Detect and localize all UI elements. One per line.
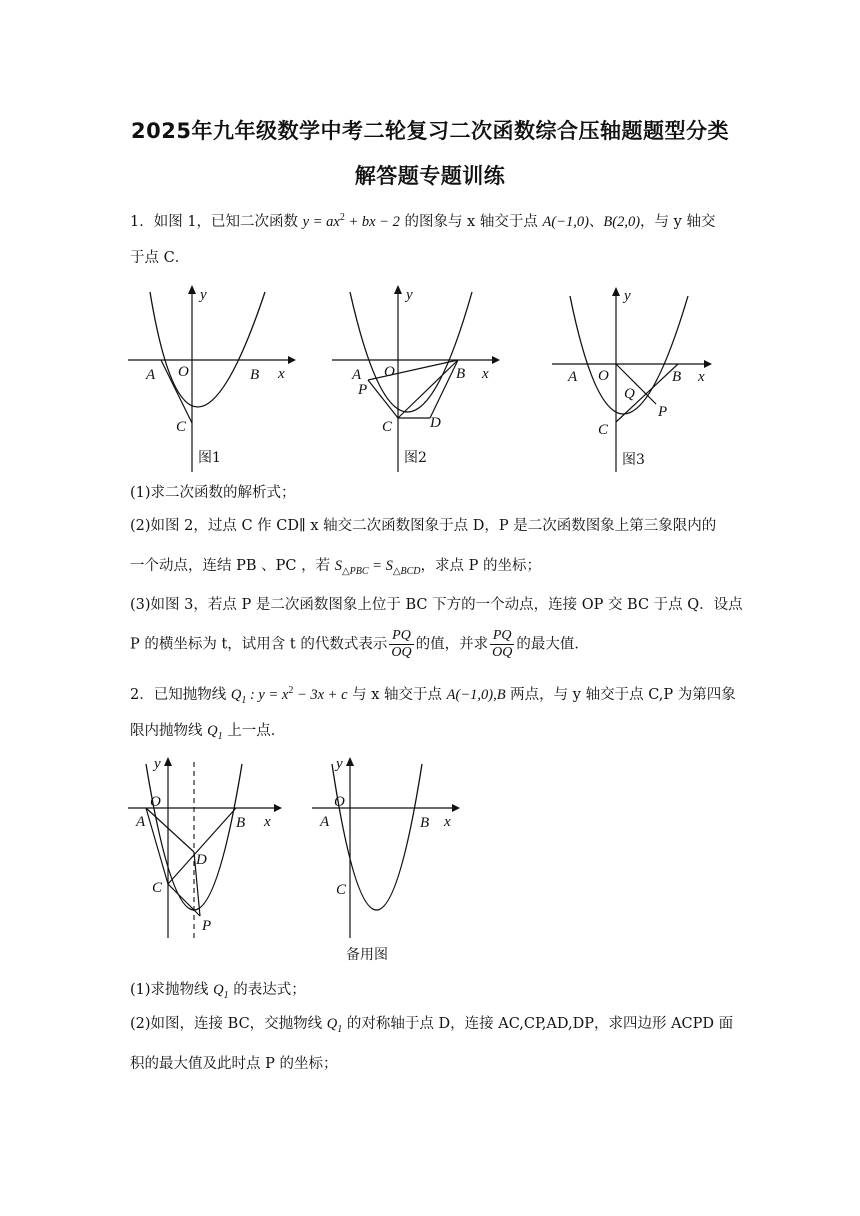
q1-sub-2-text-end: ，求点 P 的坐标；	[420, 558, 542, 574]
q2-sub-1	[130, 980, 730, 1006]
spare-o-label: O	[334, 794, 345, 810]
q1-text: 1．如图 1，已知二次函数	[130, 213, 303, 230]
q1-sub-3-text: P 的横坐标为 t，试用含 t 的代数式表示	[130, 636, 388, 653]
q2fig-x-label: x	[264, 814, 271, 830]
q2-line-2	[130, 721, 730, 747]
fig2-o-label: O	[384, 364, 395, 380]
spare-caption: 备用图	[346, 947, 388, 963]
q2-text-b: 与 x 轴交于点	[347, 686, 447, 703]
q2fig-y-label: y	[154, 756, 161, 772]
fig3-y-label: y	[624, 288, 631, 304]
fig2-y-label: y	[406, 287, 413, 303]
fig3-c-label: C	[598, 422, 609, 438]
q2-sub-1-q1: $Q_1$	[213, 982, 229, 1001]
q2-sub-1-text-end: 的表达式；	[228, 982, 306, 998]
fig2-b-label: B	[456, 366, 466, 382]
spare-y-label: y	[336, 756, 343, 772]
q2-sub-2-line-1	[130, 1014, 734, 1040]
figure-1	[128, 282, 298, 472]
spare-x-label: x	[444, 814, 451, 830]
figure-2	[332, 282, 502, 472]
fig1-o-label: O	[178, 364, 189, 380]
fraction-pq-oq: $\frac{PQ}{OQ}$	[391, 628, 412, 660]
fig1-a-label: A	[146, 367, 156, 383]
q1-equation: $y = ax^2$ + bx − 2	[302, 212, 400, 230]
fig1-c-label: C	[176, 419, 187, 435]
q2-sub-2-q1: $Q_1$	[326, 1016, 343, 1035]
spare-b-label: B	[420, 815, 430, 831]
fig2-caption: 图2	[404, 450, 427, 466]
q1-sub-2-text: 一个动点，连结 PB 、PC ，若	[130, 558, 335, 574]
q2-line-1	[130, 681, 736, 711]
q1-line-2: 于点 C．	[130, 250, 190, 266]
fig2-c-label: C	[382, 419, 393, 435]
q2fig-b-label: B	[236, 815, 246, 831]
spare-c-label: C	[336, 882, 347, 898]
spare-a-label: A	[320, 814, 330, 830]
q1-sub-2-line-2	[130, 556, 730, 582]
q2fig-d-label: D	[196, 852, 207, 868]
q2-point-a: A(−1,0),B	[446, 686, 506, 703]
q2-sub-2-text: (2)如图，连接 BC，交抛物线	[130, 1016, 327, 1032]
q2-sub-2-line-2: 积的最大值及此时点 P 的坐标；	[130, 1056, 338, 1072]
fig2-x-label: x	[482, 366, 489, 382]
fig2-a-label: A	[352, 367, 362, 383]
q2fig-p-label: P	[202, 918, 212, 934]
q2-text: 2．已知抛物线	[130, 686, 231, 703]
point-b-coord: B(2,0)	[603, 213, 641, 230]
q2-sub-1-text: (1)求抛物线	[130, 982, 214, 998]
q1-sub-1: (1)求二次函数的解析式；	[130, 485, 296, 501]
q1-sub-3-line-2	[130, 628, 730, 661]
fraction-pq-oq-2: $\frac{PQ}{OQ}$	[492, 628, 513, 660]
fig1-x-label: x	[278, 366, 285, 382]
fig3-caption: 图3	[622, 452, 645, 468]
q2-equation: $Q_1$ : $y = x^2 - 3x + c$	[230, 685, 348, 706]
q2-text-l2a: 限内抛物线	[130, 723, 208, 739]
figure-q2-main	[128, 756, 288, 946]
fig1-y-label: y	[200, 287, 207, 303]
fig3-q-label: Q	[624, 386, 635, 402]
title-line-1: 2025年九年级数学中考二轮复习二次函数综合压轴题题型分类	[131, 119, 729, 143]
q1-sub-3-line-1: (3)如图 3，若点 P 是二次函数图象上位于 BC 下方的一个动点，连接 OP 交 BC 于点 Q．设点	[130, 597, 743, 613]
separator: 、	[588, 213, 604, 230]
q2fig-a-label: A	[136, 814, 146, 830]
q1-sub-2-line-1: (2)如图 2，过点 C 作 CD∥ x 轴交二次函数图象于点 D，P 是二次函数图象上第三象限内的	[130, 518, 717, 534]
point-a-coord: A(−1,0)	[542, 213, 589, 230]
fig3-a-label: A	[568, 369, 578, 385]
q1-sub-3-text-mid: 的值，并求	[415, 636, 489, 653]
q1-line-1	[130, 208, 730, 232]
fig3-b-label: B	[672, 369, 682, 385]
fig2-d-label: D	[430, 415, 441, 431]
fig1-caption: 图1	[198, 450, 221, 466]
q1-text-b: 的图象与 x 轴交于点	[399, 213, 543, 230]
fig3-o-label: O	[598, 368, 609, 384]
fig3-x-label: x	[698, 369, 705, 385]
figure-3	[552, 282, 722, 472]
q2fig-c-label: C	[152, 880, 163, 896]
area-equation: $S_{\triangle PBC} = S_{\triangle BCD}$	[334, 558, 421, 577]
q2-sub-2-text-end: 的对称轴于点 D，连接 AC,CP,AD,DP，求四边形 ACPD 面	[342, 1016, 734, 1032]
q2fig-o-label: O	[150, 794, 161, 810]
figure-q2-spare	[312, 756, 472, 966]
fig3-p-label: P	[658, 404, 668, 420]
q1-text-d: ，与 y 轴交	[640, 213, 716, 230]
q1-sub-3-text-end: 的最大值．	[516, 636, 589, 653]
fig2-p-label: P	[358, 382, 368, 398]
q2-text-l2b: 上一点．	[222, 723, 286, 739]
q2-q1-symbol: $Q_1$	[207, 723, 223, 742]
title-line-2: 解答题专题训练	[354, 164, 506, 188]
q2-text-c: 两点，与 y 轴交于点 C,P 为第四象	[505, 686, 736, 703]
fig1-b-label: B	[250, 367, 260, 383]
